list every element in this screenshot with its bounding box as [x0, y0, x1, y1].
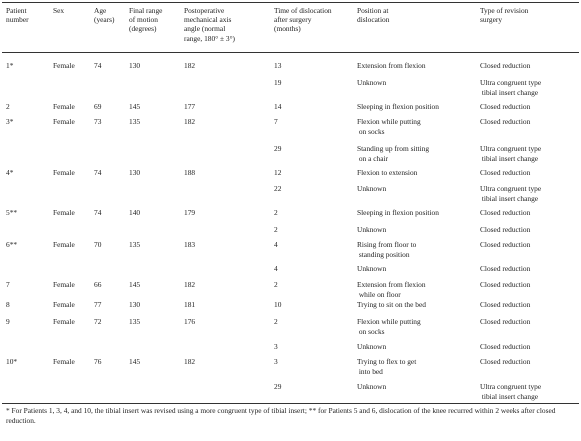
table-cell: 19	[274, 78, 282, 87]
table-cell: 8	[6, 300, 10, 309]
table-cell: Unknown	[357, 184, 387, 193]
bottom-rule	[2, 403, 579, 404]
table-cell: Female	[53, 357, 75, 366]
table-cell: Ultra congruent type tibial insert change	[480, 184, 542, 203]
table-cell: Closed reduction	[480, 225, 531, 234]
table-cell: Flexion while putting on socks	[357, 317, 421, 336]
table-cell: Female	[53, 208, 75, 217]
table-cell: 29	[274, 382, 282, 391]
table-cell: 2	[6, 102, 10, 111]
table-cell: 182	[184, 61, 196, 70]
table-cell: 10	[274, 300, 282, 309]
table-cell: 183	[184, 240, 196, 249]
table-cell: 182	[184, 280, 196, 289]
table-cell: 177	[184, 102, 196, 111]
table-cell: Flexion while putting on socks	[357, 117, 421, 136]
table-cell: Female	[53, 280, 75, 289]
table-cell: Female	[53, 240, 75, 249]
table-cell: Female	[53, 61, 75, 70]
table-cell: Sleeping in flexion position	[357, 208, 439, 217]
table-cell: 72	[94, 317, 102, 326]
table-cell: Sleeping in flexion position	[357, 102, 439, 111]
table-cell: 188	[184, 168, 196, 177]
header-cell: Age (years)	[94, 6, 115, 25]
header-cell: Final range of motion (degrees)	[129, 6, 163, 34]
table-cell: 74	[94, 168, 102, 177]
table-cell: 7	[6, 280, 10, 289]
table-cell: Closed reduction	[480, 342, 531, 351]
table-cell: 135	[129, 317, 141, 326]
table-cell: 130	[129, 61, 141, 70]
table-cell: 145	[129, 357, 141, 366]
table-cell: Unknown	[357, 264, 387, 273]
table-cell: 13	[274, 61, 282, 70]
table-cell: Ultra congruent type tibial insert change	[480, 144, 542, 163]
table-cell: Female	[53, 317, 75, 326]
top-rule	[2, 2, 579, 3]
table-cell: 73	[94, 117, 102, 126]
table-cell: 29	[274, 144, 282, 153]
table-cell: 9	[6, 317, 10, 326]
table-cell: 22	[274, 184, 282, 193]
table-cell: 182	[184, 357, 196, 366]
table-cell: 69	[94, 102, 102, 111]
table-cell: 2	[274, 317, 278, 326]
table-cell: 3	[274, 342, 278, 351]
table-cell: 70	[94, 240, 102, 249]
table-cell: 1*	[6, 61, 14, 70]
table-cell: 140	[129, 208, 141, 217]
table-cell: 3	[274, 357, 278, 366]
table-cell: 76	[94, 357, 102, 366]
table-cell: Female	[53, 168, 75, 177]
table-cell: Female	[53, 117, 75, 126]
table-cell: 130	[129, 300, 141, 309]
table-cell: Extension from flexion	[357, 61, 426, 70]
table-cell: Female	[53, 102, 75, 111]
table-cell: 145	[129, 102, 141, 111]
table-cell: Closed reduction	[480, 168, 531, 177]
table-cell: 145	[129, 280, 141, 289]
table-cell: 14	[274, 102, 282, 111]
table-cell: Closed reduction	[480, 280, 531, 289]
table-cell: 4	[274, 264, 278, 273]
table-cell: 182	[184, 117, 196, 126]
table-cell: Closed reduction	[480, 357, 531, 366]
table-cell: 4*	[6, 168, 14, 177]
table-cell: Closed reduction	[480, 240, 531, 249]
table-cell: Closed reduction	[480, 317, 531, 326]
table-cell: Female	[53, 300, 75, 309]
table-cell: 74	[94, 208, 102, 217]
table-cell: Flexion to extension	[357, 168, 418, 177]
table-cell: Unknown	[357, 225, 387, 234]
header-rule	[2, 52, 579, 53]
table-cell: 135	[129, 117, 141, 126]
table-cell: Ultra congruent type tibial insert change	[480, 382, 542, 401]
header-cell: Patient number	[6, 6, 29, 25]
table-cell: 176	[184, 317, 196, 326]
table-cell: Unknown	[357, 78, 387, 87]
table-cell: 74	[94, 61, 102, 70]
header-cell: Position at dislocation	[357, 6, 390, 25]
table-cell: Unknown	[357, 382, 387, 391]
table-cell: Trying to flex to get into bed	[357, 357, 417, 376]
table-cell: Closed reduction	[480, 61, 531, 70]
table-cell: 4	[274, 240, 278, 249]
table-cell: Trying to sit on the bed	[357, 300, 426, 309]
table-cell: Ultra congruent type tibial insert change	[480, 78, 542, 97]
table-cell: 130	[129, 168, 141, 177]
table-cell: Rising from floor to standing position	[357, 240, 417, 259]
table-footnote: * For Patients 1, 3, 4, and 10, the tibial insert was revised using a more congruent type of tibial insert; ** for Patients 5 and 6, dislocation of the knee recurred within 2 weeks after closed reduction.	[6, 406, 556, 425]
table-cell: Closed reduction	[480, 264, 531, 273]
table-cell: 3*	[6, 117, 14, 126]
table-cell: Closed reduction	[480, 102, 531, 111]
header-cell: Type of revision surgery	[480, 6, 529, 25]
table-cell: 66	[94, 280, 102, 289]
table-cell: 7	[274, 117, 278, 126]
table-cell: 179	[184, 208, 196, 217]
table-cell: 181	[184, 300, 196, 309]
table-cell: 2	[274, 225, 278, 234]
table-cell: 135	[129, 240, 141, 249]
table-cell: Closed reduction	[480, 208, 531, 217]
table-cell: 2	[274, 280, 278, 289]
table-cell: 10*	[6, 357, 18, 366]
table-cell: Extension from flexion while on floor	[357, 280, 426, 299]
header-cell: Postoperative mechanical axis angle (normal range, 180° ± 3°)	[184, 6, 236, 43]
table-cell: Closed reduction	[480, 117, 531, 126]
table-cell: 5**	[6, 208, 18, 217]
table-cell: 2	[274, 208, 278, 217]
table-cell: Closed reduction	[480, 300, 531, 309]
table-cell: 77	[94, 300, 102, 309]
header-cell: Sex	[53, 6, 65, 15]
table-cell: Unknown	[357, 342, 387, 351]
table-cell: 12	[274, 168, 282, 177]
header-cell: Time of dislocation after surgery (months)	[274, 6, 332, 34]
table-cell: Standing up from sitting on a chair	[357, 144, 430, 163]
table-cell: 6**	[6, 240, 18, 249]
